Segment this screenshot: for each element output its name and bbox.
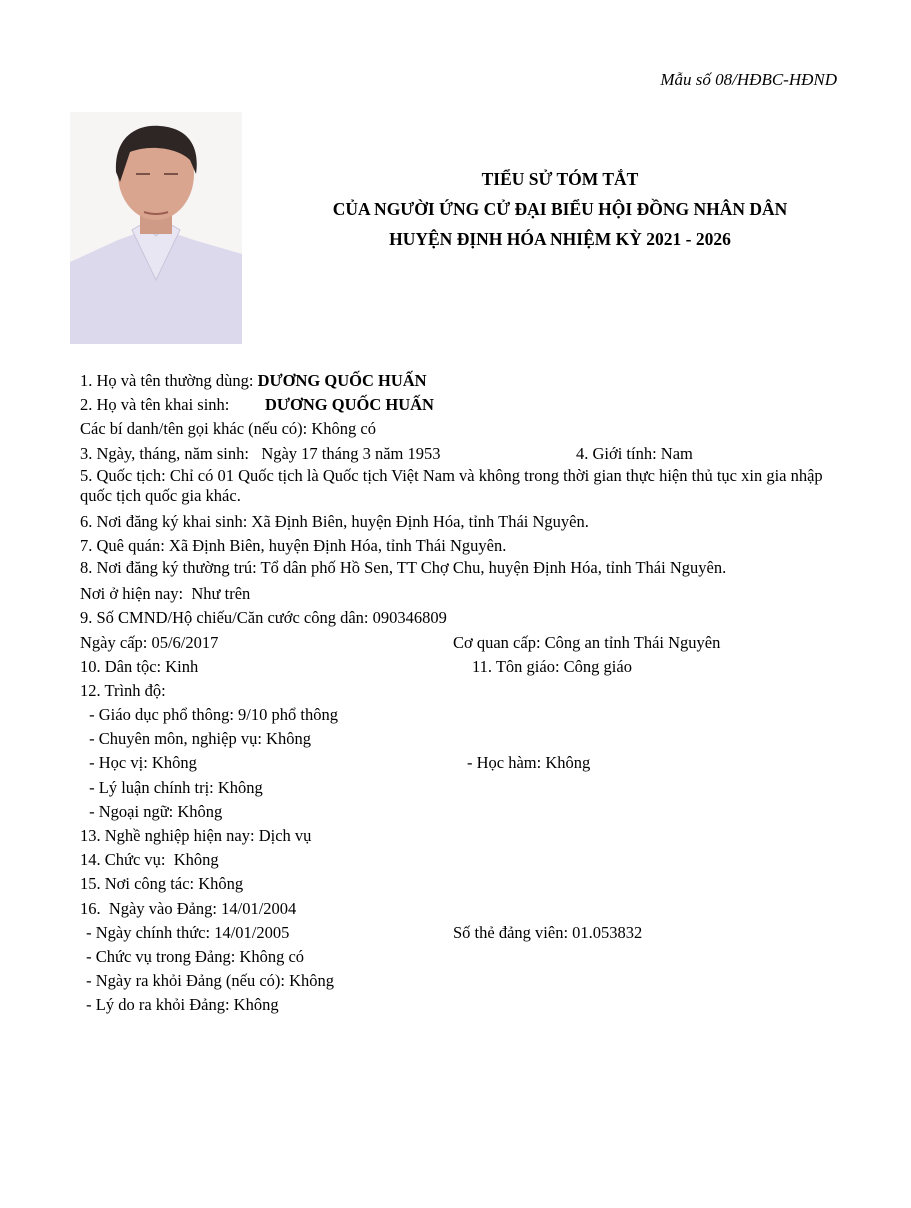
- field-party-official-date: - Ngày chính thức: 14/01/2005: [82, 922, 290, 942]
- field-alias: Các bí danh/tên gọi khác (nếu có): Không có: [80, 419, 376, 439]
- field-value: DƯƠNG QUỐC HUẤN: [257, 371, 427, 390]
- field-position: 14. Chức vụ: Không: [80, 850, 219, 870]
- field-nationality: 5. Quốc tịch: Chỉ có 01 Quốc tịch là Quốc tịch Việt Nam và không trong thời gian thực hiện thủ tục xin gia nhập quốc tịch quốc gia khác.: [80, 465, 823, 505]
- form-number: Mẫu số 08/HĐBC-HĐND: [660, 70, 837, 89]
- field-dob: 3. Ngày, tháng, năm sinh: Ngày 17 tháng 3 năm 1953: [80, 443, 441, 463]
- document-title: [260, 164, 860, 254]
- field-label: 1. Họ và tên thường dùng:: [80, 371, 258, 390]
- field-education: 12. Trình độ:: [80, 680, 166, 700]
- field-permanent-residence: 8. Nơi đăng ký thường trú: Tổ dân phố Hồ Sen, TT Chợ Chu, huyện Định Hóa, tỉnh Thái Nguyên.: [80, 558, 727, 578]
- field-party-position: - Chức vụ trong Đảng: Không có: [82, 946, 305, 966]
- field-workplace: 15. Nơi công tác: Không: [80, 874, 244, 894]
- field-ethnicity-religion-row: [80, 655, 840, 679]
- field-current-residence: Nơi ở hiện nay: Như trên: [80, 584, 251, 604]
- field-party-official-row: [80, 921, 840, 945]
- field-party-leave-reason: - Lý do ra khỏi Đảng: Không: [82, 995, 279, 1015]
- title-line-2: CỦA NGƯỜI ỨNG CỬ ĐẠI BIỂU HỘI ĐỒNG NHÂN DÂN: [332, 199, 788, 219]
- field-birth-name: [80, 393, 840, 417]
- field-religion: 11. Tôn giáo: Công giáo: [472, 656, 632, 676]
- field-gender: 4. Giới tính: Nam: [576, 443, 693, 463]
- title-line-1: TIỂU SỬ TÓM TẮT: [481, 169, 639, 189]
- field-dob-row: [80, 442, 840, 466]
- field-occupation: 13. Nghề nghiệp hiện nay: Dịch vụ: [80, 826, 312, 845]
- field-hometown: 7. Quê quán: Xã Định Biên, huyện Định Hóa, tỉnh Thái Nguyên.: [80, 535, 507, 555]
- field-party-card: Số thẻ đảng viên: 01.053832: [453, 922, 643, 942]
- field-id-issue-row: [80, 631, 840, 655]
- field-issue-agency: Cơ quan cấp: Công an tỉnh Thái Nguyên: [453, 632, 721, 652]
- field-ethnicity: 10. Dân tộc: Kinh: [80, 656, 199, 676]
- field-academic-title: - Học hàm: Không: [467, 753, 591, 773]
- title-line-3: HUYỆN ĐỊNH HÓA NHIỆM KỲ 2021 - 2026: [389, 229, 731, 249]
- field-party-leave-date: - Ngày ra khỏi Đảng (nếu có): Không: [82, 971, 335, 991]
- field-degree-row: [80, 751, 840, 775]
- field-degree: - Học vị: Không: [85, 753, 197, 773]
- field-general-education: - Giáo dục phổ thông: 9/10 phổ thông: [85, 705, 338, 725]
- field-common-name: [80, 369, 840, 393]
- field-foreign-language: - Ngoại ngữ: Không: [85, 801, 223, 821]
- field-issue-date: Ngày cấp: 05/6/2017: [80, 632, 219, 652]
- portrait-icon: [70, 112, 242, 344]
- portrait-photo: [70, 112, 242, 344]
- field-professional: - Chuyên môn, nghiệp vụ: Không: [85, 729, 311, 749]
- biography-content: [80, 369, 840, 1018]
- field-id-number: 9. Số CMND/Hộ chiếu/Căn cước công dân: 090346809: [80, 608, 447, 628]
- field-party-join-date: 16. Ngày vào Đảng: 14/01/2004: [80, 898, 297, 918]
- field-political-theory: - Lý luận chính trị: Không: [85, 777, 263, 797]
- field-value: DƯƠNG QUỐC HUẤN: [265, 395, 434, 415]
- field-birth-registration: 6. Nơi đăng ký khai sinh: Xã Định Biên, huyện Định Hóa, tỉnh Thái Nguyên.: [80, 511, 589, 531]
- field-label: 2. Họ và tên khai sinh:: [80, 395, 230, 415]
